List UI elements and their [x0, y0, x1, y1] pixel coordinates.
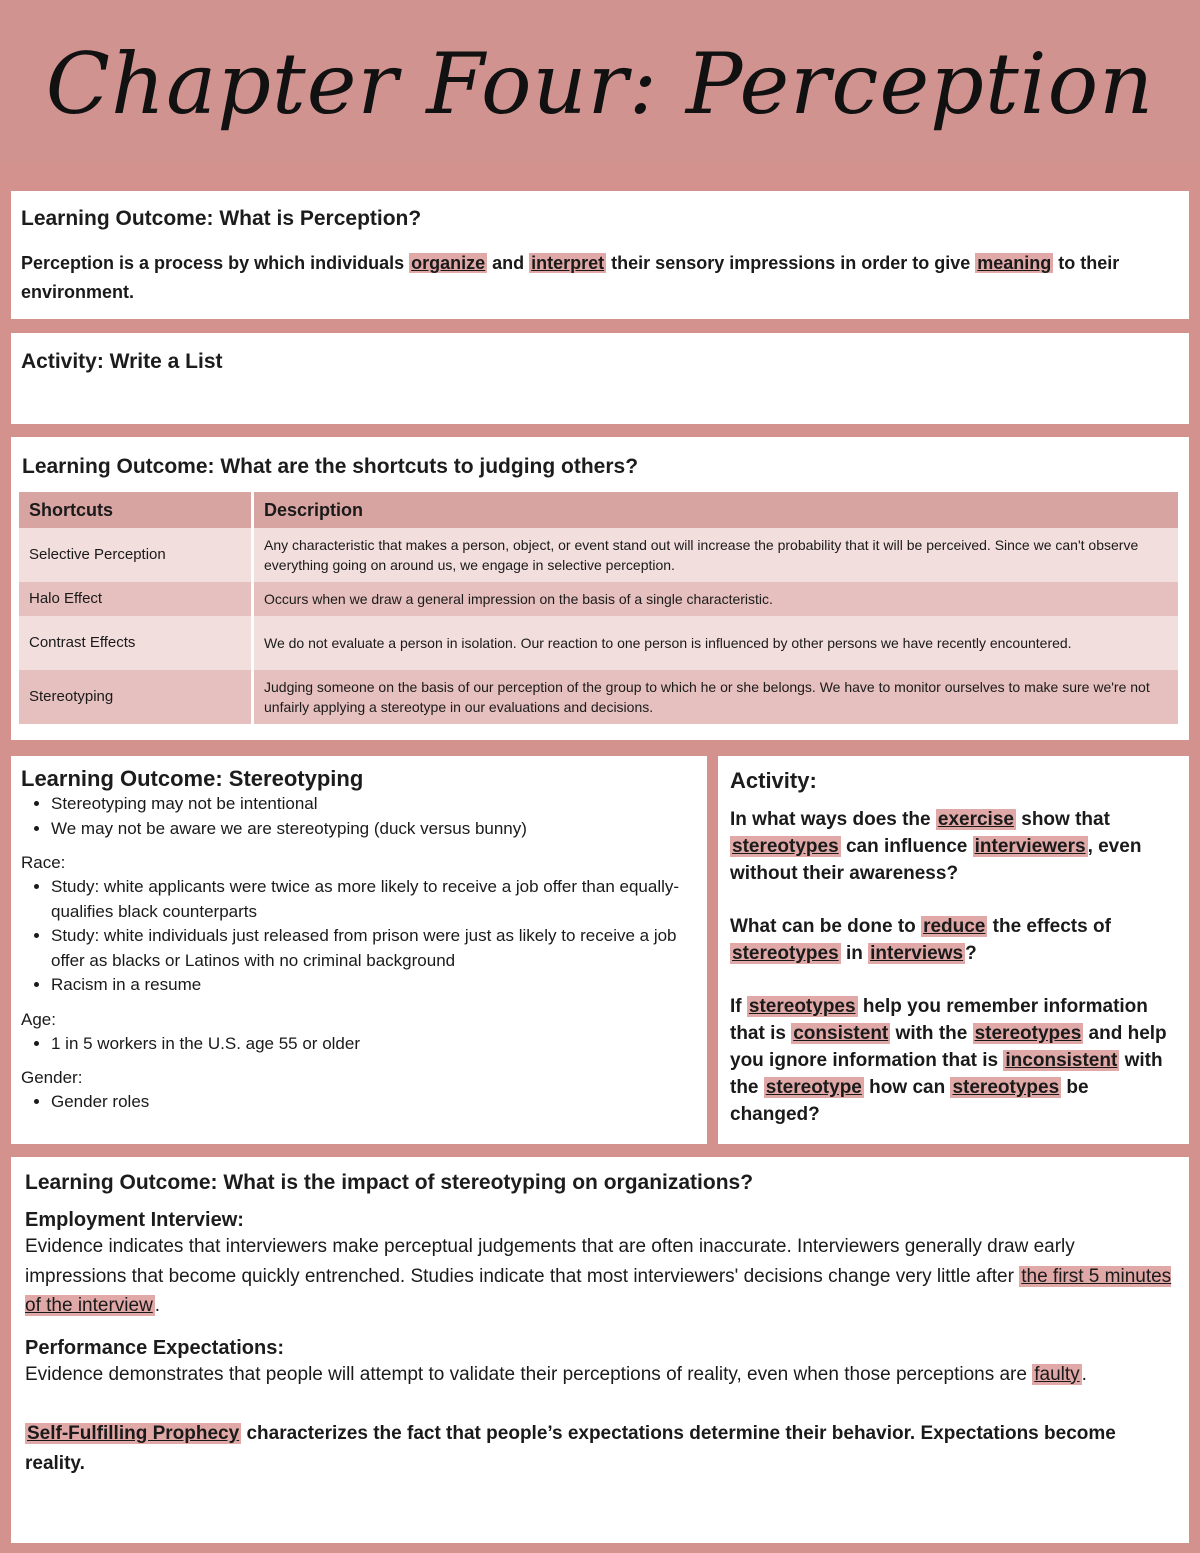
shortcut-description: Any characteristic that makes a person, object, or event stand out will increase the probability that it will be perceived. Since we can't observe everything going on around us, we engage in selective perception.	[254, 528, 1181, 582]
performance-end: .	[1081, 1363, 1087, 1385]
q1-text: can influence	[840, 836, 973, 857]
activity-list-heading: Activity: Write a List	[21, 350, 223, 373]
keyword-exercise: exercise	[937, 809, 1014, 830]
performance-text	[25, 1360, 1175, 1390]
shortcuts-heading: Learning Outcome: What are the shortcuts to judging others?	[22, 455, 639, 478]
keyword-stereotypes: stereotypes	[732, 836, 839, 857]
list-item: • Study: white applicants were twice as more likely to receive a job offer than equally-qualifies black counterparts	[51, 875, 697, 924]
activity-section	[718, 756, 1189, 1144]
shortcut-name: Stereotyping	[19, 670, 254, 724]
sfp-body: characterizes the fact that people’s expectations determine their behavior. Expectations become reality.	[25, 1423, 1116, 1474]
shortcut-name: Halo Effect	[19, 582, 254, 616]
age-label: Age:	[21, 1009, 56, 1029]
perception-text-4: to their environment.	[21, 253, 1120, 302]
gender-bullets	[21, 1090, 697, 1115]
age-bullets	[21, 1032, 697, 1057]
page-header	[0, 0, 1200, 162]
keyword-stereotypes: stereotypes	[732, 943, 839, 964]
list-item: • Gender roles	[51, 1090, 697, 1115]
shortcuts-section	[11, 437, 1189, 740]
employment-body: Evidence indicates that interviewers make perceptual judgements that are often inaccurate. Interviewers generally draw early impressions that become quickly entrenched. Studies indicate that most interviewers' decisions change very little after	[25, 1236, 1075, 1287]
list-item: • Racism in a resume	[51, 973, 697, 998]
race-label: Race:	[21, 853, 66, 872]
list-item: • Stereotyping may not be intentional	[51, 792, 697, 817]
keyword-consistent: consistent	[793, 1023, 889, 1044]
table-row	[19, 582, 1181, 616]
q3-text: help you remember information that is	[730, 996, 1148, 1044]
q3-text: be changed?	[730, 1077, 1089, 1125]
performance-body: Evidence demonstrates that people will attempt to validate their perceptions of reality, even when those perceptions are	[25, 1363, 1033, 1385]
perception-definition	[21, 249, 1181, 307]
impact-section	[11, 1157, 1189, 1543]
perception-text-1: Perception is a process by which individuals	[21, 253, 410, 273]
q1-text: , even without their awareness?	[730, 836, 1142, 884]
keyword-meaning: meaning	[977, 253, 1052, 273]
perception-heading: Learning Outcome: What is Perception?	[21, 207, 422, 230]
shortcut-name: Contrast Effects	[19, 616, 254, 670]
keyword-stereotypes: stereotypes	[952, 1077, 1060, 1098]
q2-text: the effects of	[987, 916, 1111, 937]
activity-question-2	[730, 913, 1177, 967]
perception-text-3: their sensory impressions in order to give	[606, 253, 976, 273]
gender-label: Gender:	[21, 1068, 83, 1087]
q3-text: with the	[890, 1023, 973, 1044]
keyword-interviewers: interviewers	[974, 836, 1086, 857]
q3-text: how can	[863, 1077, 951, 1098]
stereotyping-bullets	[21, 792, 697, 841]
perception-section	[11, 191, 1189, 319]
table-row	[19, 616, 1181, 670]
q1-text: In what ways does the	[730, 809, 936, 830]
keyword-self-fulfilling-prophecy: Self-Fulfilling Prophecy	[27, 1423, 240, 1444]
shortcut-name: Selective Perception	[19, 528, 254, 582]
q3-text: and help you ignore information that is	[730, 1023, 1167, 1071]
keyword-stereotypes: stereotypes	[748, 996, 856, 1017]
q1-text: show that	[1015, 809, 1110, 830]
keyword-stereotype: stereotype	[765, 1077, 862, 1098]
keyword-stereotypes: stereotypes	[974, 1023, 1082, 1044]
impact-heading: Learning Outcome: What is the impact of stereotyping on organizations?	[25, 1171, 754, 1194]
keyword-organize: organize	[411, 253, 486, 273]
sfp-text	[25, 1419, 1175, 1478]
shortcut-description: We do not evaluate a person in isolation. Our reaction to one person is influenced by other persons we have recently encountered.	[254, 616, 1181, 670]
table-row	[19, 528, 1181, 582]
keyword-interviews: interviews	[870, 943, 964, 964]
shortcuts-table	[19, 492, 1181, 724]
activity-list-section	[11, 333, 1189, 424]
keyword-first-5-minutes: the first 5 minutes of the interview	[25, 1265, 1172, 1316]
activity-question-3	[730, 993, 1177, 1128]
q3-text: with the	[730, 1050, 1163, 1098]
activity-question-1	[730, 806, 1177, 887]
keyword-reduce: reduce	[923, 916, 986, 937]
q3-text: If	[730, 996, 747, 1017]
page-title: Chapter Four: Perception	[45, 35, 1155, 133]
keyword-inconsistent: inconsistent	[1005, 1050, 1118, 1071]
employment-end: .	[154, 1295, 161, 1316]
race-bullets	[21, 875, 697, 998]
employment-text	[25, 1232, 1175, 1321]
keyword-interpret: interpret	[531, 253, 605, 273]
employment-heading: Employment Interview:	[25, 1209, 244, 1231]
table-header-shortcuts: Shortcuts	[19, 492, 254, 528]
table-row	[19, 670, 1181, 724]
table-header-description: Description	[254, 492, 1181, 528]
shortcut-description: Occurs when we draw a general impression on the basis of a single characteristic.	[254, 582, 1181, 616]
list-item: • We may not be aware we are stereotyping (duck versus bunny)	[51, 817, 697, 842]
q2-text: ?	[965, 943, 977, 964]
perception-text-2: and	[487, 253, 530, 273]
list-item: • 1 in 5 workers in the U.S. age 55 or older	[51, 1032, 697, 1057]
q2-text: in	[840, 943, 869, 964]
stereotyping-heading: Learning Outcome: Stereotyping	[21, 766, 364, 791]
q2-text: What can be done to	[730, 916, 922, 937]
stereotyping-section	[11, 756, 707, 1144]
list-item: • Study: white individuals just released from prison were just as likely to receive a job offer as blacks or Latinos with no criminal background	[51, 924, 697, 973]
performance-heading: Performance Expectations:	[25, 1336, 284, 1359]
activity-heading: Activity:	[730, 768, 817, 793]
shortcut-description: Judging someone on the basis of our perception of the group to which he or she belongs. We have to monitor ourselves to make sure we're not unfairly applying a stereotype in our evaluations and decisions.	[254, 670, 1181, 724]
keyword-faulty: faulty	[1034, 1363, 1080, 1385]
